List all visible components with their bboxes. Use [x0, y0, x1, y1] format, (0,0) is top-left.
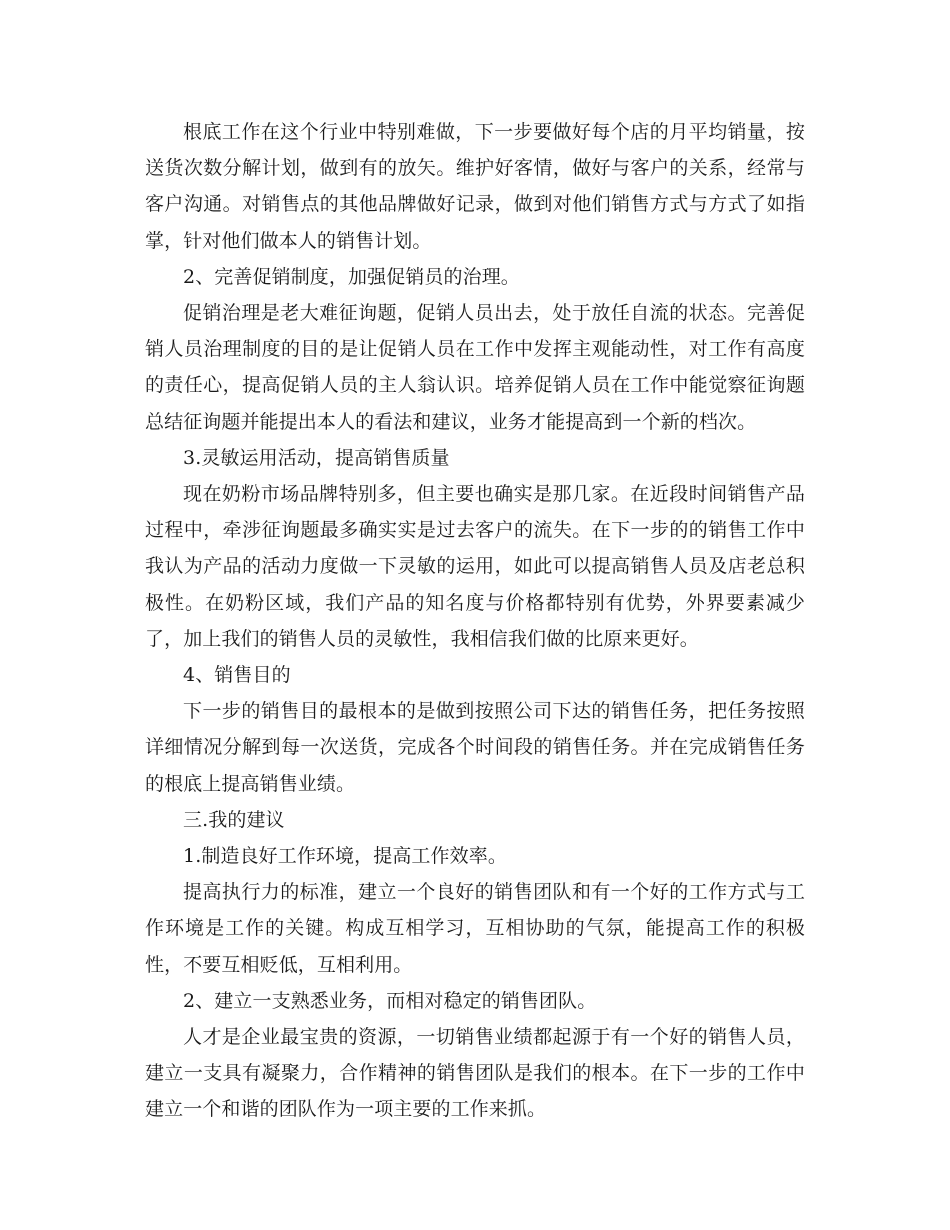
- heading-sales-goal: 4、销售目的: [183, 664, 291, 687]
- heading-flexible-activities: 3.灵敏运用活动，提高销售质量: [183, 446, 450, 469]
- heading-my-suggestions: 三.我的建议: [183, 808, 285, 831]
- heading-stable-team: 2、建立一支熟悉业务，而相对稳定的销售团队。: [183, 989, 597, 1012]
- paragraph-promotion-management: 促销治理是老大难征询题，促销人员出去，处于放任自流的状态。完善促销人员治理制度的目的是让促销人员在工作中发挥主观能动性，对工作有高度的责任心，提高促销人员的主人翁认识。培养促销人员在工作中能觉察征询题总结征询题并能提出本人的看法和建议，业务才能提高到一个新的档次。: [145, 302, 805, 433]
- paragraph-sales-goal: 下一步的销售目的最根本的是做到按照公司下达的销售任务，把任务按照详细情况分解到每一次送货，完成各个时间段的销售任务。并在完成销售任务的根底上提高销售业绩。: [145, 700, 805, 795]
- document-body: [145, 114, 805, 1128]
- paragraph-groundwork: 根底工作在这个行业中特别难做，下一步要做好每个店的月平均销量，按送货次数分解计划，做到有的放矢。维护好客情，做好与客户的关系，经常与客户沟通。对销售点的其他品牌做好记录，做到对他们销售方式与方式了如指掌，针对他们做本人的销售计划。: [145, 121, 805, 252]
- heading-promotion-system: 2、完善促销制度，加强促销员的治理。: [183, 265, 520, 288]
- paragraph-talent: 人才是企业最宝贵的资源，一切销售业绩都起源于有一个好的销售人员，建立一支具有凝聚力，合作精神的销售团队是我们的根本。在下一步的工作中建立一个和谐的团队作为一项主要的工作来抓。: [145, 1026, 805, 1121]
- heading-work-environment: 1.制造良好工作环境，提高工作效率。: [183, 845, 507, 868]
- paragraph-milk-powder-market: 现在奶粉市场品牌特别多，但主要也确实是那几家。在近段时间销售产品过程中，牵涉征询题最多确实实是过去客户的流失。在下一步的的销售工作中我认为产品的活动力度做一下灵敏的运用，如此可以提高销售人员及店老总积极性。在奶粉区域，我们产品的知名度与价格都特别有优势，外界要素减少了，加上我们的销售人员的灵敏性，我相信我们做的比原来更好。: [145, 483, 805, 650]
- paragraph-execution: 提高执行力的标准，建立一个良好的销售团队和有一个好的工作方式与工作环境是工作的关键。构成互相学习，互相协助的气氛，能提高工作的积极性，不要互相贬低，互相利用。: [145, 881, 805, 976]
